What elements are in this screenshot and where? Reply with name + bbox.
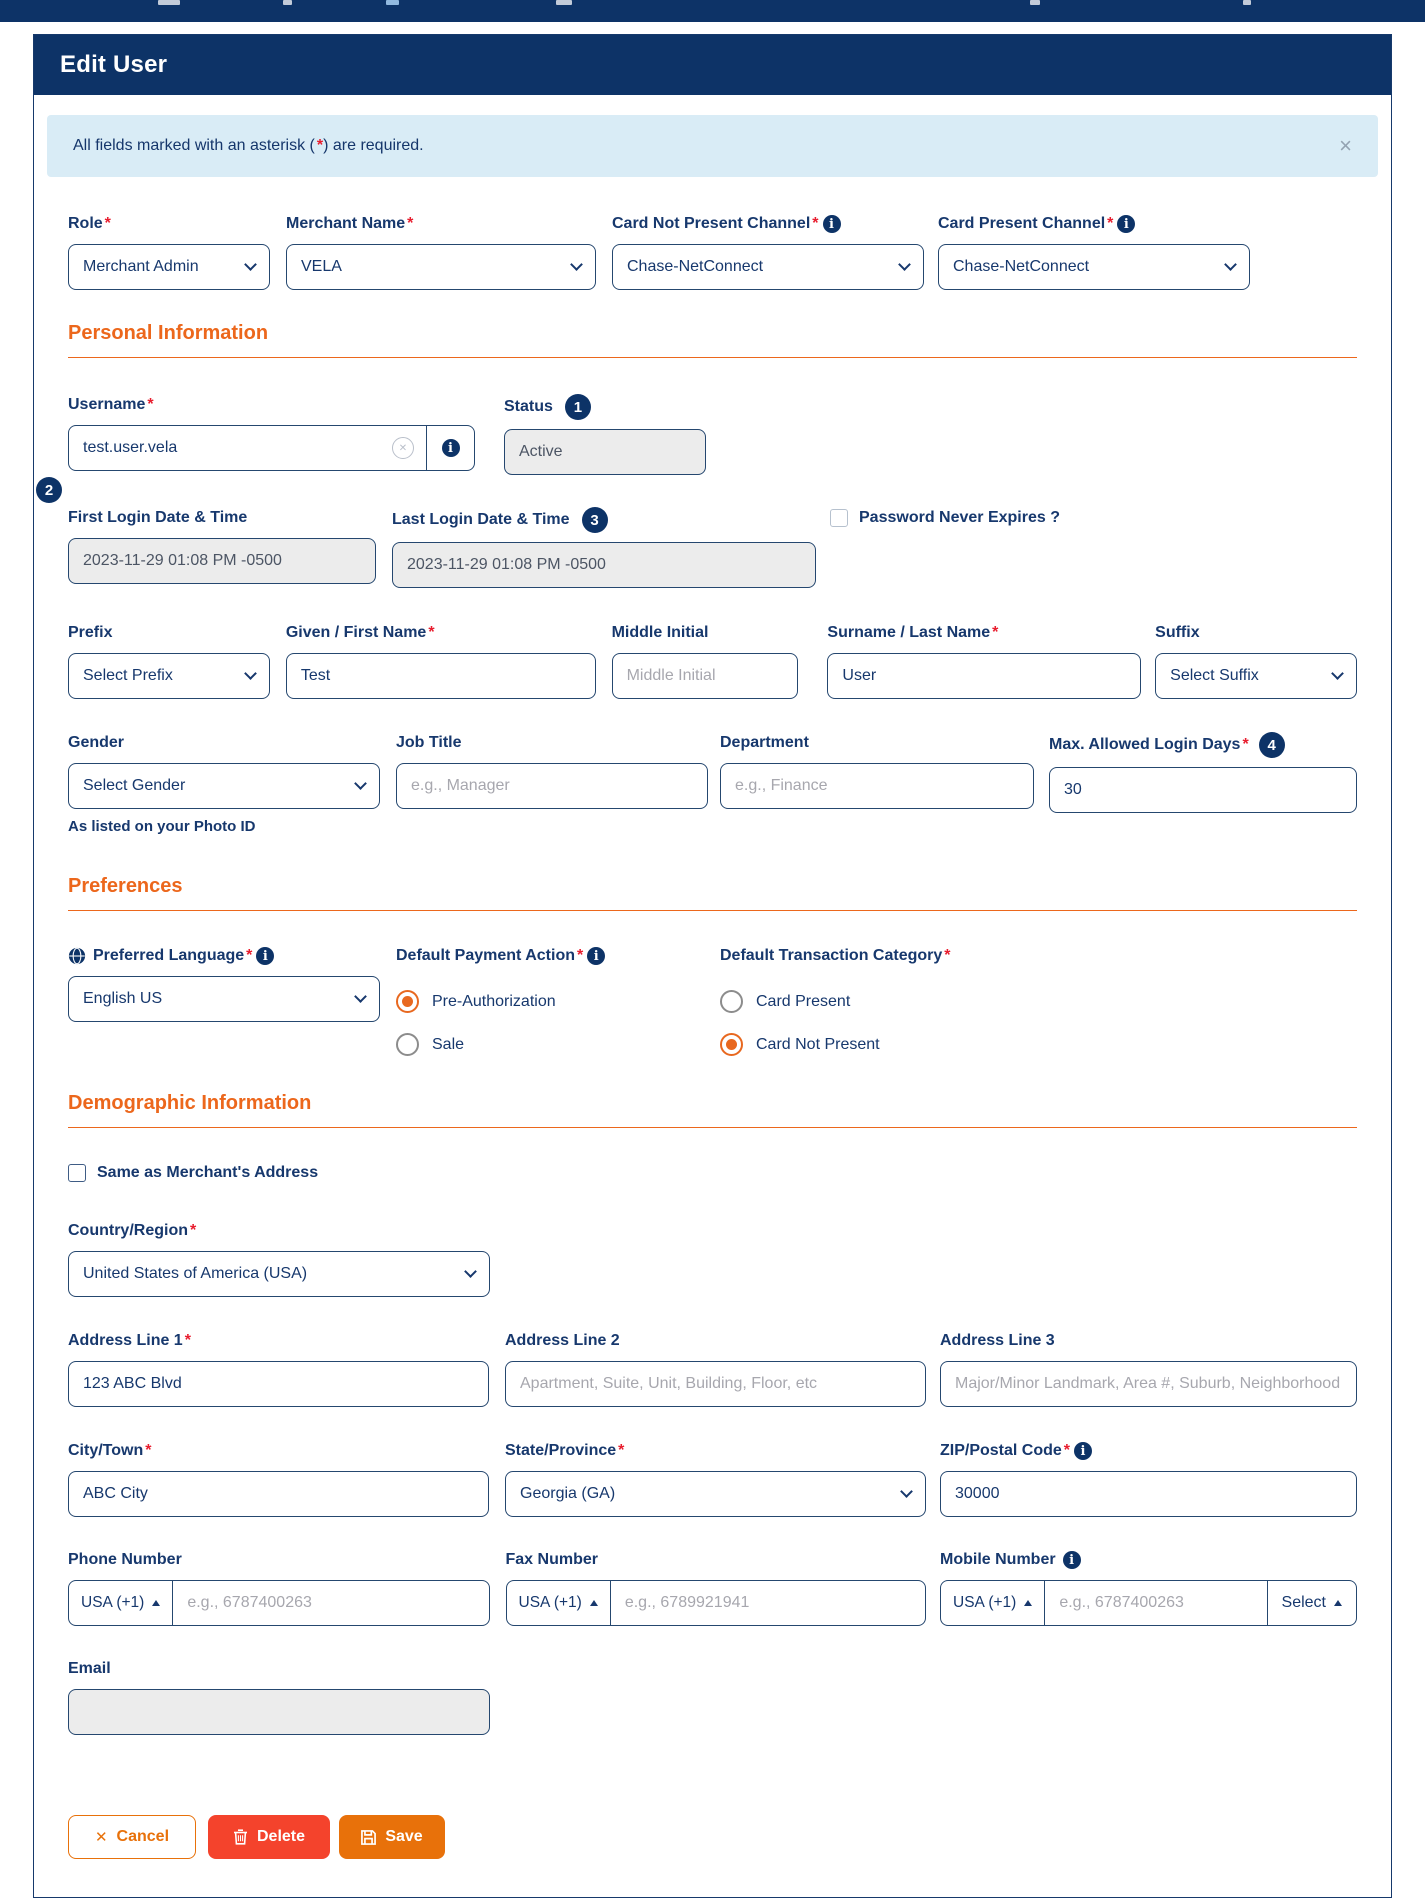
address-line-1-input[interactable] xyxy=(68,1361,489,1407)
navbar-icon-fragment xyxy=(556,0,572,5)
required-fields-banner xyxy=(47,115,1378,177)
banner-text: All fields marked with an asterisk ( *) are required. xyxy=(73,137,424,154)
section-heading-personal-information: Personal Information xyxy=(68,322,1357,358)
city-input[interactable] xyxy=(68,1471,489,1517)
caret-up-icon xyxy=(152,1600,160,1606)
info-icon[interactable] xyxy=(1117,215,1135,233)
country-select[interactable]: United States of America (USA) xyxy=(68,1251,490,1297)
email-field xyxy=(68,1689,490,1735)
x-icon xyxy=(95,1828,108,1846)
top-navbar xyxy=(0,0,1425,22)
max-login-days-input[interactable] xyxy=(1049,767,1357,813)
card-not-present-channel-select[interactable]: Chase-NetConnect xyxy=(612,244,924,290)
email-label: Email xyxy=(68,1660,111,1677)
asterisk: * xyxy=(1242,736,1249,753)
trash-icon xyxy=(233,1829,248,1845)
mobile-number-group xyxy=(940,1580,1357,1626)
info-icon[interactable] xyxy=(1063,1551,1081,1569)
asterisk: * xyxy=(407,215,414,232)
prefix-select[interactable]: Select Prefix xyxy=(68,653,270,699)
username-input[interactable] xyxy=(83,439,392,457)
zip-input[interactable] xyxy=(940,1471,1357,1517)
asterisk: * xyxy=(147,396,154,413)
chevron-down-icon xyxy=(898,258,911,271)
default-transaction-category-label: Default Transaction Category * xyxy=(720,947,951,964)
same-as-merchant-checkbox[interactable]: Same as Merchant's Address xyxy=(68,1164,1357,1182)
radio-icon[interactable] xyxy=(720,990,743,1013)
asterisk: * xyxy=(104,215,111,232)
max-login-days-label: Max. Allowed Login Days * 4 xyxy=(1049,732,1357,758)
first-name-label: Given / First Name * xyxy=(285,624,435,641)
radio-card-present[interactable]: Card Present xyxy=(720,990,1034,1013)
card-present-channel-select[interactable]: Chase-NetConnect xyxy=(938,244,1250,290)
save-icon xyxy=(361,1830,376,1845)
phone-country-select[interactable]: USA (+1) xyxy=(69,1581,173,1625)
checkbox-icon[interactable] xyxy=(830,509,848,527)
last-name-input[interactable] xyxy=(827,653,1141,699)
navbar-icon-fragment xyxy=(386,0,399,5)
middle-initial-input[interactable] xyxy=(612,653,799,699)
radio-icon[interactable] xyxy=(396,1033,419,1056)
gender-label: Gender xyxy=(68,734,125,751)
chevron-down-icon xyxy=(570,258,583,271)
clear-icon[interactable] xyxy=(392,437,414,459)
info-icon[interactable] xyxy=(256,947,274,965)
checkbox-icon[interactable] xyxy=(68,1164,86,1182)
globe-icon xyxy=(68,947,86,965)
radio-sale[interactable]: Sale xyxy=(396,1033,708,1056)
section-heading-preferences: Preferences xyxy=(68,875,1357,911)
asterisk: * xyxy=(316,137,324,154)
preferred-language-label: Preferred Language * i xyxy=(68,945,380,967)
job-title-label: Job Title xyxy=(396,734,462,751)
first-login-field: 2023-11-29 01:08 PM -0500 xyxy=(68,538,376,584)
suffix-select[interactable]: Select Suffix xyxy=(1155,653,1357,699)
annotation-badge-1: 1 xyxy=(565,394,591,420)
navbar-icon-fragment xyxy=(283,0,292,5)
asterisk: * xyxy=(577,947,584,964)
panel-header xyxy=(34,35,1391,95)
info-icon[interactable] xyxy=(823,215,841,233)
info-icon[interactable] xyxy=(442,439,460,457)
chevron-down-icon xyxy=(1331,667,1344,680)
chevron-down-icon xyxy=(354,990,367,1003)
save-button[interactable]: Save xyxy=(339,1815,445,1859)
state-select[interactable]: Georgia (GA) xyxy=(505,1471,926,1517)
status-field: Active xyxy=(504,429,706,475)
city-label: City/Town * xyxy=(68,1442,152,1459)
zip-label: ZIP/Postal Code * i xyxy=(940,1440,1357,1462)
gender-helper-text: As listed on your Photo ID xyxy=(68,818,256,835)
navbar-icon-fragment xyxy=(158,0,180,5)
country-label: Country/Region * xyxy=(68,1222,197,1239)
delete-button[interactable]: Delete xyxy=(208,1815,330,1859)
asterisk: * xyxy=(184,1332,191,1349)
asterisk: * xyxy=(1063,1442,1071,1459)
radio-icon[interactable] xyxy=(720,1033,743,1056)
fax-number-label: Fax Number xyxy=(505,1551,598,1568)
username-group xyxy=(68,425,475,471)
page-title: Edit User xyxy=(60,51,168,78)
card-present-channel-label: Card Present Channel * i xyxy=(938,213,1250,235)
asterisk: * xyxy=(618,1442,625,1459)
edit-user-panel xyxy=(33,34,1392,1898)
caret-up-icon xyxy=(590,1600,598,1606)
first-name-input[interactable] xyxy=(286,653,596,699)
address-line-2-label: Address Line 2 xyxy=(505,1332,620,1349)
fax-number-group xyxy=(506,1580,927,1626)
section-heading-demographic-information: Demographic Information xyxy=(68,1092,1357,1128)
radio-card-not-present[interactable]: Card Not Present xyxy=(720,1033,1034,1056)
merchant-name-select[interactable]: VELA xyxy=(286,244,596,290)
suffix-label: Suffix xyxy=(1155,624,1200,641)
chevron-down-icon xyxy=(244,667,257,680)
department-input[interactable] xyxy=(720,763,1034,809)
preferred-language-select[interactable]: English US xyxy=(68,976,380,1022)
mobile-country-select[interactable]: USA (+1) xyxy=(941,1581,1045,1625)
address-line-2-input[interactable] xyxy=(505,1361,926,1407)
chevron-down-icon xyxy=(1224,258,1237,271)
phone-number-label: Phone Number xyxy=(68,1551,182,1568)
caret-up-icon xyxy=(1024,1600,1032,1606)
middle-initial-label: Middle Initial xyxy=(611,624,709,641)
role-select[interactable]: Merchant Admin xyxy=(68,244,270,290)
asterisk: * xyxy=(428,624,435,641)
asterisk: * xyxy=(944,947,951,964)
address-line-3-input[interactable] xyxy=(940,1361,1357,1407)
asterisk: * xyxy=(246,947,253,964)
radio-icon[interactable] xyxy=(396,990,419,1013)
job-title-input[interactable] xyxy=(396,763,708,809)
merchant-name-label: Merchant Name * xyxy=(286,215,414,232)
gender-select[interactable]: Select Gender xyxy=(68,763,380,809)
phone-number-group xyxy=(68,1580,490,1626)
last-login-field: 2023-11-29 01:08 PM -0500 xyxy=(392,542,816,588)
annotation-badge-3: 3 xyxy=(582,507,608,533)
department-label: Department xyxy=(720,734,809,751)
role-label: Role * xyxy=(68,215,111,232)
first-login-label: First Login Date & Time xyxy=(68,509,248,526)
asterisk: * xyxy=(190,1222,197,1239)
chevron-down-icon xyxy=(354,777,367,790)
last-login-label: Last Login Date & Time 3 xyxy=(392,507,816,533)
address-line-3-label: Address Line 3 xyxy=(940,1332,1055,1349)
radio-pre-authorization[interactable]: Pre-Authorization xyxy=(396,990,708,1013)
asterisk: * xyxy=(992,624,999,641)
status-label: Status 1 xyxy=(504,394,706,420)
info-icon[interactable] xyxy=(587,947,605,965)
annotation-badge-2: 2 xyxy=(36,477,62,503)
phone-input[interactable] xyxy=(173,1581,488,1625)
last-name-label: Surname / Last Name * xyxy=(827,624,999,641)
username-label: Username * xyxy=(68,396,154,413)
fax-input[interactable] xyxy=(611,1581,925,1625)
mobile-type-select[interactable]: Select xyxy=(1267,1581,1356,1625)
chevron-down-icon xyxy=(464,1265,477,1278)
state-label: State/Province * xyxy=(505,1442,625,1459)
cancel-button[interactable]: ✕ Cancel xyxy=(68,1815,196,1859)
info-icon[interactable] xyxy=(1074,1442,1092,1460)
navbar-icon-fragment xyxy=(1030,0,1040,5)
close-icon[interactable] xyxy=(1339,135,1352,157)
caret-up-icon xyxy=(1334,1600,1342,1606)
card-not-present-channel-label: Card Not Present Channel * i xyxy=(612,213,924,235)
asterisk: * xyxy=(812,215,819,232)
default-payment-action-label: Default Payment Action * i xyxy=(396,945,708,967)
prefix-label: Prefix xyxy=(68,624,113,641)
fax-country-select[interactable]: USA (+1) xyxy=(507,1581,611,1625)
asterisk: * xyxy=(1107,215,1114,232)
mobile-input[interactable] xyxy=(1045,1581,1266,1625)
asterisk: * xyxy=(145,1442,152,1459)
mobile-number-label: Mobile Number i xyxy=(940,1549,1357,1571)
chevron-down-icon xyxy=(244,258,257,271)
address-line-1-label: Address Line 1 * xyxy=(68,1332,191,1349)
password-never-expires-checkbox[interactable]: Password Never Expires ? xyxy=(830,509,1060,527)
navbar-icon-fragment xyxy=(1243,0,1251,5)
chevron-down-icon xyxy=(900,1485,913,1498)
annotation-badge-4: 4 xyxy=(1259,732,1285,758)
